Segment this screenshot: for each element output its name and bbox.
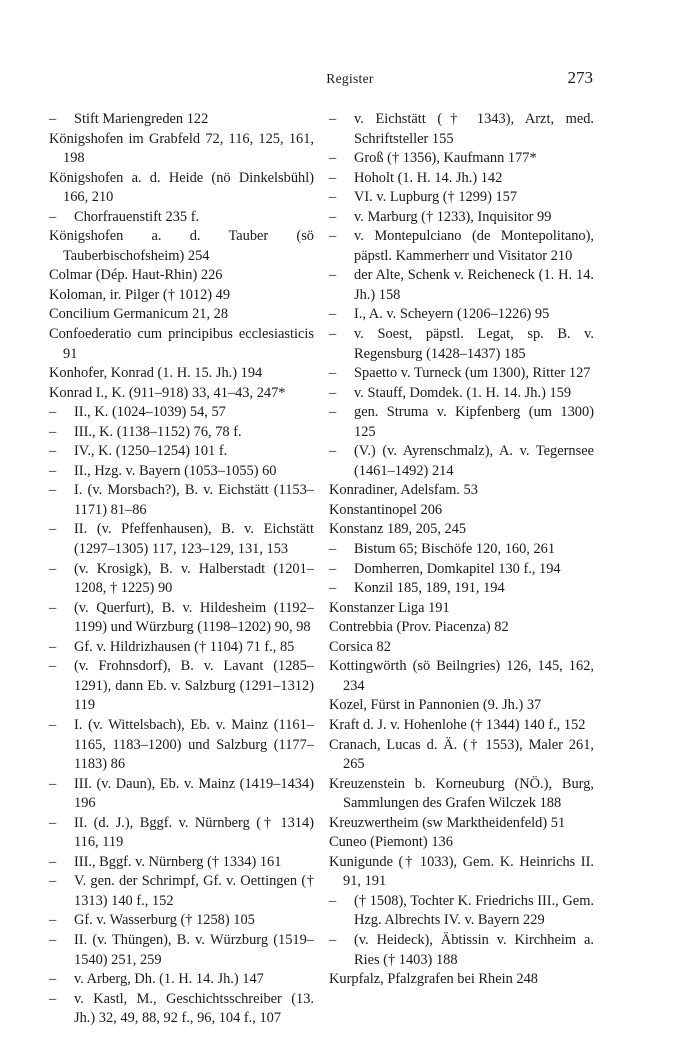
subentry-dash: – — [49, 912, 57, 929]
subentry-dash: – — [49, 462, 57, 479]
subentry-dash: – — [49, 423, 57, 440]
subentry-dash: – — [329, 150, 337, 167]
subentry-dash: – — [49, 775, 57, 792]
index-subentry — [49, 970, 314, 990]
index-entry — [49, 227, 314, 266]
subentry-dash: – — [49, 853, 57, 870]
subentry-dash: – — [329, 892, 337, 909]
entry-text: I. (v. Wittelsbach), Eb. v. Mainz (1161–1165, 1183–1200) und Salzburg (1177–1183) 86 — [74, 716, 314, 773]
index-entry — [329, 618, 594, 638]
entry-text: Gf. v. Wasserburg († 1258) 105 — [74, 912, 255, 929]
entry-text: Spaetto v. Turneck (um 1300), Ritter 127 — [354, 365, 591, 382]
index-subentry — [49, 716, 314, 775]
index-subentry — [329, 208, 594, 228]
subentry-dash: – — [329, 365, 337, 382]
index-entry — [329, 696, 594, 716]
entry-text: III. (v. Daun), Eb. v. Mainz (1419–1434) 196 — [74, 775, 314, 812]
index-subentry — [329, 266, 594, 305]
index-entry — [329, 657, 594, 696]
subentry-dash: – — [329, 560, 337, 577]
entry-text: v. Stauff, Domdek. (1. H. 14. Jh.) 159 — [354, 384, 572, 401]
entry-text: II., Hzg. v. Bayern (1053–1055) 60 — [74, 462, 277, 479]
index-entry — [329, 638, 594, 658]
index-subentry — [49, 775, 314, 814]
index-subentry — [329, 149, 594, 169]
subentry-dash: – — [329, 228, 337, 245]
index-subentry — [329, 305, 594, 325]
index-entry — [329, 716, 594, 736]
subentry-dash: – — [49, 560, 57, 577]
index-subentry — [49, 442, 314, 462]
running-head — [0, 68, 700, 92]
index-entry — [329, 599, 594, 619]
entry-text: IV., K. (1250–1254) 101 f. — [74, 443, 228, 460]
entry-text: Konradiner, Adelsfam. 53 — [329, 482, 478, 499]
entry-text: Konstanz 189, 205, 245 — [329, 521, 467, 538]
page-number: 273 — [567, 68, 593, 87]
entry-text: III., K. (1138–1152) 76, 78 f. — [74, 423, 242, 440]
index-subentry — [49, 911, 314, 931]
entry-text: Kunigunde († 1033), Gem. K. Heinrichs II. 91, 191 — [329, 853, 594, 890]
index-subentry — [329, 325, 594, 364]
subentry-dash: – — [49, 208, 57, 225]
subentry-dash: – — [49, 990, 57, 1007]
subentry-dash: – — [49, 482, 57, 499]
index-subentry — [329, 110, 594, 149]
index-subentry — [329, 403, 594, 442]
index-subentry — [329, 579, 594, 599]
index-subentry — [49, 403, 314, 423]
subentry-dash: – — [329, 384, 337, 401]
subentry-dash: – — [49, 111, 57, 127]
entry-text: Kozel, Fürst in Pannonien (9. Jh.) 37 — [329, 697, 542, 714]
index-entry — [329, 481, 594, 501]
index-subentry — [329, 892, 594, 931]
index-entry — [49, 266, 314, 286]
subentry-dash: – — [329, 931, 337, 948]
index-subentry — [49, 990, 314, 1029]
subentry-dash: – — [329, 111, 337, 127]
left-index-column — [49, 110, 314, 1029]
entry-text: II. (d. J.), Bggf. v. Nürnberg († 1314) 116, 119 — [74, 814, 314, 851]
entry-text: I. (v. Morsbach?), B. v. Eichstätt (1153–1171) 81–86 — [74, 482, 314, 518]
index-subentry — [49, 423, 314, 443]
entry-text: Kraft d. J. v. Hohenlohe († 1344) 140 f., 152 — [329, 716, 586, 733]
subentry-dash: – — [49, 931, 57, 948]
index-entry — [329, 970, 594, 990]
index-subentry — [49, 520, 314, 559]
subentry-dash: – — [49, 521, 57, 538]
entry-text: v. Marburg († 1233), Inquisitor 99 — [354, 208, 552, 225]
entry-text: Cuneo (Piemont) 136 — [329, 834, 453, 851]
index-entry — [329, 736, 594, 775]
subentry-dash: – — [49, 638, 57, 655]
entry-text: VI. v. Lupburg († 1299) 157 — [354, 189, 518, 206]
index-subentry — [329, 560, 594, 580]
subentry-dash: – — [49, 971, 57, 988]
entry-text: v. Soest, päpstl. Legat, sp. B. v. Regensburg (1428–1437) 185 — [354, 326, 594, 362]
entry-text: II. (v. Pfeffenhausen), B. v. Eichstätt (1297–1305) 117, 123–129, 131, 153 — [74, 521, 314, 558]
entry-text: Kurpfalz, Pfalzgrafen bei Rhein 248 — [329, 971, 538, 988]
running-head-title: Register — [326, 71, 374, 86]
entry-text: Bistum 65; Bischöfe 120, 160, 261 — [354, 541, 556, 558]
index-entry — [329, 814, 594, 834]
entry-text: Stift Mariengreden 122 — [74, 111, 209, 127]
entry-text: (v. Frohnsdorf), B. v. Lavant (1285–1291), dann Eb. v. Salzburg (1291–1312) 119 — [74, 658, 314, 714]
index-subentry — [49, 599, 314, 638]
index-subentry — [49, 560, 314, 599]
subentry-dash: – — [329, 541, 337, 558]
entry-text: v. Montepulciano (de Montepolitano), päpstl. Kammerherr und Visitator 210 — [354, 228, 594, 264]
index-subentry — [49, 208, 314, 228]
subentry-dash: – — [49, 814, 57, 831]
entry-text: (V.) (v. Ayrenschmalz), A. v. Tegernsee (1461–1492) 214 — [354, 443, 594, 479]
index-entry — [329, 501, 594, 521]
subentry-dash: – — [49, 599, 57, 616]
entry-text: gen. Struma v. Kipfenberg (um 1300) 125 — [354, 404, 594, 440]
entry-text: Konstanzer Liga 191 — [329, 599, 450, 616]
subentry-dash: – — [49, 716, 57, 733]
entry-text: Kreuzwertheim (sw Marktheidenfeld) 51 — [329, 814, 566, 831]
entry-text: Königshofen a. d. Tauber (sö Tauberbischofsheim) 254 — [49, 228, 314, 264]
index-entry — [329, 853, 594, 892]
entry-text: Confoederatio cum principibus ecclesiasticis 91 — [49, 326, 314, 362]
index-subentry — [329, 364, 594, 384]
index-entry — [49, 305, 314, 325]
index-subentry — [49, 481, 314, 520]
entry-text: Chorfrauenstift 235 f. — [74, 208, 200, 225]
entry-text: V. gen. der Schrimpf, Gf. v. Oettingen († 1313) 140 f., 152 — [74, 873, 314, 909]
entry-text: Corsica 82 — [329, 638, 391, 655]
index-entry — [49, 286, 314, 306]
entry-text: Gf. v. Hildrizhausen († 1104) 71 f., 85 — [74, 638, 295, 655]
entry-text: Concilium Germanicum 21, 28 — [49, 306, 229, 323]
index-subentry — [49, 110, 314, 130]
entry-text: (v. Heideck), Äbtissin v. Kirchheim a. Ries († 1403) 188 — [354, 931, 594, 968]
entry-text: Kottingwörth (sö Beilngries) 126, 145, 162, 234 — [329, 658, 594, 694]
index-subentry — [329, 540, 594, 560]
entry-text: v. Kastl, M., Geschichtsschreiber (13. Jh.) 32, 49, 88, 92 f., 96, 104 f., 107 — [74, 990, 314, 1027]
subentry-dash: – — [329, 326, 337, 343]
index-subentry — [329, 188, 594, 208]
entry-text: Koloman, ir. Pilger († 1012) 49 — [49, 286, 231, 303]
index-entry — [49, 130, 314, 169]
subentry-dash: – — [329, 306, 337, 323]
entry-text: Konstantinopel 206 — [329, 501, 443, 518]
entry-text: Domherren, Domkapitel 130 f., 194 — [354, 560, 561, 577]
entry-text: der Alte, Schenk v. Reicheneck (1. H. 14. Jh.) 158 — [354, 267, 594, 303]
subentry-dash: – — [49, 658, 57, 675]
entry-text: Konzil 185, 189, 191, 194 — [354, 580, 505, 597]
entry-text: (v. Querfurt), B. v. Hildesheim (1192–1199) und Würzburg (1198–1202) 90, 98 — [74, 599, 314, 636]
index-entry — [329, 775, 594, 814]
index-entry — [329, 520, 594, 540]
subentry-dash: – — [49, 404, 57, 421]
index-subentry — [49, 931, 314, 970]
index-subentry — [329, 442, 594, 481]
subentry-dash: – — [329, 267, 337, 284]
index-subentry — [329, 931, 594, 970]
index-subentry — [329, 227, 594, 266]
entry-text: II. (v. Thüngen), B. v. Würzburg (1519–1540) 251, 259 — [74, 931, 314, 968]
entry-text: (v. Krosigk), B. v. Halberstadt (1201–1208, † 1225) 90 — [74, 560, 314, 597]
right-index-column — [329, 110, 594, 990]
index-entry — [49, 325, 314, 364]
index-subentry — [49, 462, 314, 482]
subentry-dash: – — [329, 404, 337, 421]
subentry-dash: – — [49, 443, 57, 460]
subentry-dash: – — [329, 580, 337, 597]
entry-text: Konrad I., K. (911–918) 33, 41–43, 247* — [49, 384, 286, 401]
entry-text: Colmar (Dép. Haut-Rhin) 226 — [49, 267, 223, 284]
index-entry — [329, 833, 594, 853]
index-subentry — [49, 814, 314, 853]
index-subentry — [329, 384, 594, 404]
index-entry — [49, 169, 314, 208]
entry-text: I., A. v. Scheyern (1206–1226) 95 — [354, 306, 550, 323]
subentry-dash: – — [49, 873, 57, 890]
index-entry — [49, 364, 314, 384]
entry-text: v. Eichstätt († 1343), Arzt, med. Schriftsteller 155 — [354, 111, 594, 147]
index-subentry — [49, 657, 314, 716]
entry-text: III., Bggf. v. Nürnberg († 1334) 161 — [74, 853, 282, 870]
entry-text: Konhofer, Konrad (1. H. 15. Jh.) 194 — [49, 365, 263, 382]
entry-text: v. Arberg, Dh. (1. H. 14. Jh.) 147 — [74, 971, 264, 988]
index-subentry — [329, 169, 594, 189]
index-subentry — [49, 853, 314, 873]
subentry-dash: – — [329, 443, 337, 460]
subentry-dash: – — [329, 208, 337, 225]
entry-text: Groß († 1356), Kaufmann 177* — [354, 150, 537, 167]
index-subentry — [49, 638, 314, 658]
entry-text: II., K. (1024–1039) 54, 57 — [74, 404, 226, 421]
subentry-dash: – — [329, 169, 337, 186]
entry-text: Cranach, Lucas d. Ä. († 1553), Maler 261, 265 — [329, 736, 594, 773]
index-entry — [49, 384, 314, 404]
index-subentry — [49, 872, 314, 911]
entry-text: Königshofen a. d. Heide (nö Dinkelsbühl) 166, 210 — [49, 169, 314, 206]
entry-text: Contrebbia (Prov. Piacenza) 82 — [329, 619, 509, 636]
entry-text: († 1508), Tochter K. Friedrichs III., Gem. Hzg. Albrechts IV. v. Bayern 229 — [354, 892, 594, 929]
entry-text: Königshofen im Grabfeld 72, 116, 125, 161, 198 — [49, 130, 314, 167]
subentry-dash: – — [329, 189, 337, 206]
entry-text: Kreuzenstein b. Korneuburg (NÖ.), Burg, Sammlungen des Grafen Wilczek 188 — [329, 775, 594, 812]
entry-text: Hoholt (1. H. 14. Jh.) 142 — [354, 169, 503, 186]
